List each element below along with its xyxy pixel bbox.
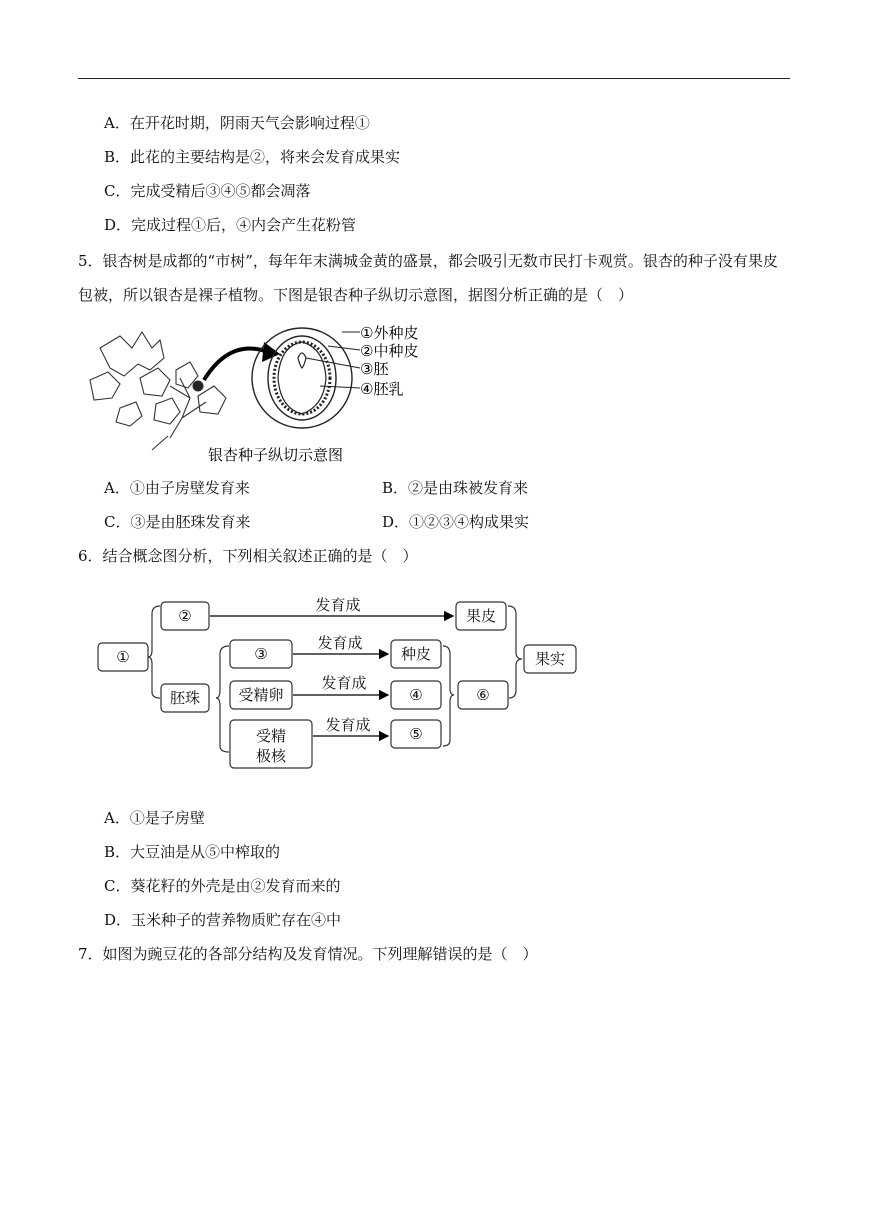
arrow-label-top: 发育成 bbox=[315, 596, 361, 614]
q5-option-c[interactable]: C．③是由胚珠发育来 bbox=[104, 513, 251, 531]
q4-option-c[interactable]: C．完成受精后③④⑤都会凋落 bbox=[104, 182, 311, 200]
q6-option-a[interactable]: A．①是子房壁 bbox=[104, 809, 205, 827]
q6-option-c[interactable]: C．葵花籽的外壳是由②发育而来的 bbox=[104, 877, 341, 895]
figure-caption: 银杏种子纵切示意图 bbox=[208, 446, 344, 464]
q4-option-a[interactable]: A．在开花时期，阴雨天气会影响过程① bbox=[104, 114, 370, 132]
label-embryo: ③胚 bbox=[360, 360, 389, 378]
fruit-development-concept-map bbox=[94, 590, 584, 780]
node-1: ① bbox=[116, 648, 130, 666]
arrow-label-egg: 发育成 bbox=[321, 674, 367, 692]
node-2: ② bbox=[178, 607, 192, 625]
ginkgo-seed-figure bbox=[80, 318, 440, 468]
ginkgo-seed-section bbox=[252, 328, 352, 428]
node-pericarp: 果皮 bbox=[465, 607, 497, 625]
node-fertilized-egg: 受精卵 bbox=[238, 686, 284, 704]
node-fruit: 果实 bbox=[534, 650, 566, 668]
ginkgo-branch-illustration bbox=[90, 332, 226, 450]
header-rule bbox=[78, 78, 790, 79]
node-fertilized-polar-1: 受精 bbox=[255, 727, 287, 745]
q5-stem-line2: 包被，所以银杏是裸子植物。下图是银杏种子纵切示意图，据图分析正确的是（ ） bbox=[78, 286, 634, 304]
arrow-label-polar: 发育成 bbox=[325, 716, 371, 734]
node-5: ⑤ bbox=[409, 725, 423, 743]
label-endosperm: ④胚乳 bbox=[360, 380, 404, 398]
q5-option-d[interactable]: D．①②③④构成果实 bbox=[382, 513, 530, 531]
node-6: ⑥ bbox=[476, 686, 490, 704]
q5-option-a[interactable]: A．①由子房壁发育来 bbox=[104, 479, 250, 497]
q6-option-b[interactable]: B．大豆油是从⑤中榨取的 bbox=[104, 843, 281, 861]
arrow-label-seedcoat: 发育成 bbox=[317, 634, 363, 652]
q7-stem: 7．如图为豌豆花的各部分结构及发育情况。下列理解错误的是（ ） bbox=[78, 945, 538, 963]
node-3: ③ bbox=[254, 645, 268, 663]
q6-option-d[interactable]: D．玉米种子的营养物质贮存在④中 bbox=[104, 911, 342, 929]
q5-stem-line1: 5．银杏树是成都的“市树”，每年年末满城金黄的盛景，都会吸引无数市民打卡观赏。银杏的种子没有果皮 bbox=[78, 252, 778, 270]
label-middle-seed-coat: ②中种皮 bbox=[360, 342, 419, 360]
q4-option-d[interactable]: D．完成过程①后，④内会产生花粉管 bbox=[104, 216, 357, 234]
node-ovule: 胚珠 bbox=[169, 689, 201, 707]
node-fertilized-polar-2: 极核 bbox=[255, 747, 287, 765]
q5-option-b[interactable]: B．②是由珠被发育来 bbox=[382, 479, 529, 497]
label-outer-seed-coat: ①外种皮 bbox=[360, 324, 419, 342]
q4-option-b[interactable]: B．此花的主要结构是②，将来会发育成果实 bbox=[104, 148, 401, 166]
node-seed-coat: 种皮 bbox=[400, 645, 432, 663]
node-4: ④ bbox=[409, 686, 423, 704]
q6-stem: 6．结合概念图分析，下列相关叙述正确的是（ ） bbox=[78, 547, 418, 565]
